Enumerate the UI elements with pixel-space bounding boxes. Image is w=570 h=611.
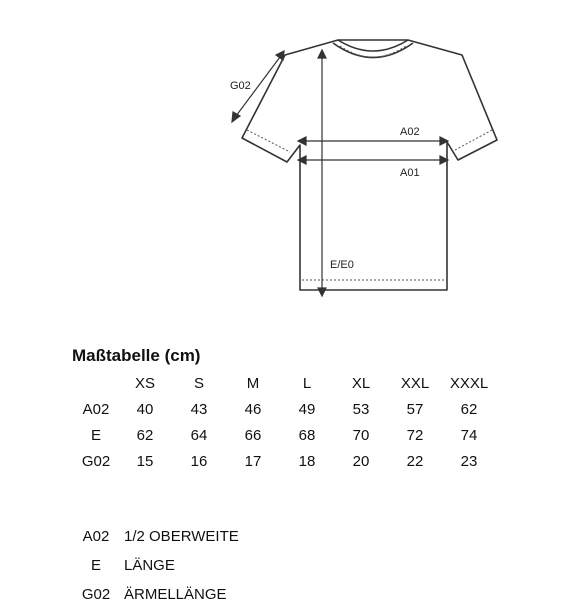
size-header: M [246, 374, 260, 392]
size-table-title: Maßtabelle (cm) [72, 346, 201, 365]
size-header: XS [134, 374, 155, 392]
row-key: E [90, 426, 101, 444]
legend-description: 1/2 OBERWEITE [124, 528, 239, 545]
row-key: A02 [82, 400, 110, 418]
table-cell: 49 [298, 400, 316, 418]
table-cell: 64 [190, 426, 208, 444]
legend-description: ÄRMELLÄNGE [124, 586, 227, 603]
row-key: G02 [81, 452, 111, 470]
e-label: E/E0 [330, 259, 354, 271]
size-header: S [193, 374, 204, 392]
table-cell: 15 [136, 452, 154, 470]
table-cell: 62 [136, 426, 154, 444]
g02-label: G02 [230, 80, 251, 92]
table-row [74, 396, 496, 422]
size-header: L [302, 374, 312, 392]
e-arrow [318, 50, 326, 296]
table-cell: 23 [460, 452, 478, 470]
table-cell: 20 [352, 452, 370, 470]
size-header: XL [351, 374, 371, 392]
table-cell: 68 [298, 426, 316, 444]
stitching [247, 46, 492, 280]
legend-key: E [90, 557, 101, 574]
size-header: XXXL [449, 374, 489, 392]
legend-description: LÄNGE [124, 557, 175, 574]
a02-label: A02 [400, 126, 420, 138]
table-cell: 16 [190, 452, 208, 470]
table-cell: 46 [244, 400, 262, 418]
legend-item [74, 522, 239, 551]
table-cell: 57 [406, 400, 424, 418]
size-header-row [74, 370, 496, 396]
legend-item [74, 551, 239, 580]
table-row [74, 448, 496, 474]
table-cell: 66 [244, 426, 262, 444]
table-cell: 70 [352, 426, 370, 444]
a01-label: A01 [400, 167, 420, 179]
table-cell: 40 [136, 400, 154, 418]
size-table [74, 370, 496, 474]
legend-item [74, 580, 239, 609]
table-cell: 53 [352, 400, 370, 418]
tshirt-outline [242, 40, 497, 290]
table-cell: 72 [406, 426, 424, 444]
corner-cell [74, 370, 118, 396]
table-cell: 18 [298, 452, 316, 470]
table-cell: 22 [406, 452, 424, 470]
legend-key: G02 [81, 586, 111, 603]
size-header: XXL [400, 374, 430, 392]
legend-key: A02 [82, 528, 110, 545]
table-cell: 74 [460, 426, 478, 444]
measurement-legend [74, 522, 239, 609]
table-row [74, 422, 496, 448]
a01-arrow [298, 156, 448, 164]
table-cell: 43 [190, 400, 208, 418]
a02-arrow [298, 137, 448, 145]
table-cell: 62 [460, 400, 478, 418]
table-cell: 17 [244, 452, 262, 470]
